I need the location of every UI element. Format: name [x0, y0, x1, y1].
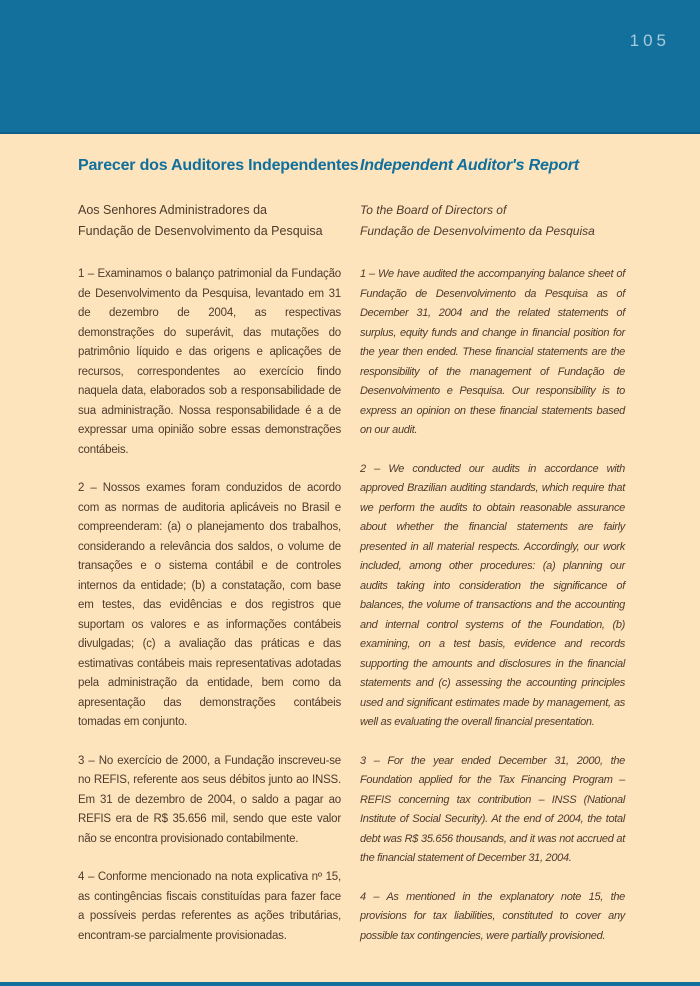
salutation-line-2-pt: Fundação de Desenvolvimento da Pesquisa: [78, 224, 323, 238]
page-number: 105: [629, 31, 670, 50]
paragraph-3-pt: 3 – No exercício de 2000, a Fundação inscreveu-se no REFIS, referente aos seus débitos junto ao INSS. Em 31 de dezembro de 2004, o saldo a pagar ao REFIS era de R$ 35.656 mil, sendo que este valor não se encontra provisionado contabilmente.: [78, 754, 341, 845]
portuguese-column: [78, 156, 359, 965]
salutation-line-2-en: Fundação de Desenvolvimento da Pesquisa: [360, 224, 595, 238]
paragraph-2-en: 2 – We conducted our audits in accordance with approved Brazilian auditing standards, which require that we perform the audits to obtain reasonable assurance about whether the financial statements are fairly presented in all material respects. Accordingly, our work included, among other procedures: (a) planning our audits taking into consideration the significance of balances, the volume of transactions and the accounting and internal control systems of the Foundation, (b) examining, on a test basis, evidence and records supporting the amounts and disclosures in the financial statements and (c) assessing the accounting principles used and significant estimates made by management, as well as evaluating the overall financial presentation.: [360, 462, 625, 728]
paragraph-4-en: 4 – As mentioned in the explanatory note 15, the provisions for tax liabilities, constituted to cover any possible tax contingencies, were partially provisioned.: [360, 890, 625, 942]
salutation-line-1-en: To the Board of Directors of: [360, 203, 507, 217]
salutation-en: [360, 200, 625, 242]
header-band: [0, 0, 700, 134]
paragraph-3-en: 3 – For the year ended December 31, 2000, the Foundation applied for the Tax Financing Program – REFIS concerning tax contribution – INSS (National Institute of Social Security). At the end of 2004, the total debt was R$ 35.656 thousands, and it was not accrued at the financial statement of December 31, 2004.: [360, 754, 625, 864]
paragraph-4-pt: 4 – Conforme mencionado na nota explicativa nº 15, as contingências fiscais constituídas para fazer face a possíveis perdas referentes as ações tributárias, encontram-se parcialmente provisionadas.: [78, 871, 341, 942]
report-body-pt: [78, 265, 341, 946]
salutation-line-1-pt: Aos Senhores Administradores da: [78, 203, 267, 217]
report-title-pt: Parecer dos Auditores Independentes: [78, 157, 359, 174]
paragraph-1-en: 1 – We have audited the accompanying balance sheet of Fundação de Desenvolvimento da Pesquisa as of December 31, 2004 and the related statements of surplus, equity funds and change in financial position for the year then ended. These financial statements are the responsibility of the management of Fundação de Desenvolvimento e Pesquisa. Our responsibility is to express an opinion on these financial statements based on our audit.: [360, 268, 625, 436]
paragraph-2-pt: 2 – Nossos exames foram conduzidos de acordo com as normas de auditoria aplicáveis no Brasil e compreenderam: (a) o planejamento dos trabalhos, considerando a relevância dos saldos, o volume de transações e o sistema contábil e de controles internos da entidade; (b) a constatação, com base em testes, das evidências e dos registros que suportam os valores e as informações contábeis divulgadas; (c) a avaliação das práticas e das estimativas contábeis mais representativas adotadas pela administração da entidade, bem como da apresentação das demonstrações contábeis tomadas em conjunto.: [78, 482, 341, 728]
report-title-en: Independent Auditor's Report: [360, 157, 579, 174]
salutation-pt: [78, 200, 341, 242]
footer-band: [0, 982, 700, 986]
report-body-en: [360, 265, 625, 946]
english-column: [360, 156, 625, 965]
paragraph-1-pt: 1 – Examinamos o balanço patrimonial da Fundação de Desenvolvimento da Pesquisa, levantado em 31 de dezembro de 2004, as respectivas demonstrações do superávit, das mutações do patrimônio líquido e das origens e aplicações de recursos, correspondentes ao exercício findo naquela data, elaborados sob a responsabilidade de sua administração. Nossa responsabilidade é a de expressar uma opinião sobre essas demonstrações contábeis.: [78, 268, 341, 456]
